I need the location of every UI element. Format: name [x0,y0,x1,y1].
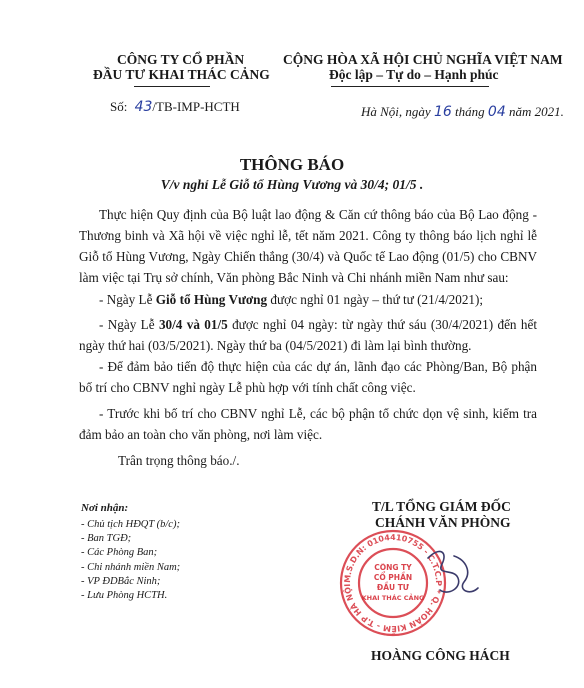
document-title: THÔNG BÁO [239,155,345,174]
date-prefix: Hà Nội, ngày [361,104,431,119]
document-subtitle: V/v nghỉ Lễ Giỗ tổ Hùng Vương và 30/4; 01/5 . [160,177,424,192]
date-month: 04 [487,104,506,120]
closing-line: Trân trọng thông báo./. [118,453,240,468]
item1-bold: Giỗ tổ Hùng Vương [155,292,268,307]
document-date [361,104,564,120]
intro-paragraph [79,204,537,288]
recipient-item: - Ban TGĐ; [81,533,132,545]
recipient-item: - Chủ tịch HĐQT (b/c); [81,519,180,530]
holiday-item-1 [79,289,537,310]
recipient-item: - Các Phòng Ban; [81,547,158,559]
stamp-ring-text: M.S.D.N: 0104410755 - C.T.C.P * Q. HOÀN KIẾM - T.P HÀ NỘI [342,532,444,634]
recipients-heading: Nơi nhận: [81,502,129,514]
recipients-list [81,518,180,603]
signature-title-2: CHÁNH VĂN PHÒNG [375,515,511,530]
item2-post: được nghỉ 04 ngày: từ ngày thứ sáu (30/4/2021) đến hết ngày thứ hai (03/5/2021). Ngày thứ ba (04/5/2021) đi làm lại bình thường. [79,317,537,353]
item2-pre: - Ngày Lễ [99,317,159,332]
item1-pre: - Ngày Lễ [99,292,156,307]
doc-no-suffix: /TB-IMP-HCTH [152,99,240,114]
motto-underline [331,86,489,87]
recipient-item: - Chi nhánh miền Nam; [81,561,181,573]
stamp-line-1: CÔNG TY [374,563,412,572]
recipient-item: - VP ĐDBắc Ninh; [81,575,161,587]
signature-title-1: T/L TỔNG GIÁM ĐỐC [372,499,511,514]
holiday-item-3 [79,356,537,398]
holiday-item-4 [79,403,537,445]
doc-no-handwritten: 43 [134,99,153,115]
stamp-line-4: KHAI THÁC CẢNG [361,594,425,602]
doc-no-prefix: Số: [110,99,128,114]
date-day: 16 [433,104,452,120]
date-mid: tháng [455,104,485,119]
recipient-item: - Lưu Phòng HCTH. [81,590,168,602]
date-suffix: năm 2021. [508,104,564,119]
national-motto: Độc lập – Tự do – Hạnh phúc [329,67,499,82]
company-name-line1: CÔNG TY CỔ PHẦN [117,52,245,67]
stamp-line-2: CỔ PHẦN [373,573,413,582]
document-number [110,99,240,115]
company-underline [134,86,210,87]
item2-bold: 30/4 và 01/5 [158,317,228,332]
item3-text: - Để đảm bảo tiến độ thực hiện của các dự án, lãnh đạo các Phòng/Ban, Bộ phận bố trí cho CBNV nghỉ ngày Lễ phù hợp với tính chất công việc. [79,359,537,395]
republic-name: CỘNG HÒA XÃ HỘI CHỦ NGHĨA VIỆT NAM [283,52,563,67]
handwritten-signature [418,538,488,608]
item4-text: - Trước khi bố trí cho CBNV nghỉ Lễ, các bộ phận tổ chức dọn vệ sinh, kiểm tra đảm bảo an toàn cho văn phòng, nơi làm việc. [79,406,537,442]
signer-name: HOÀNG CÔNG HÁCH [371,648,510,663]
company-name-line2: ĐẦU TƯ KHAI THÁC CẢNG [93,67,270,82]
stamp-line-3: ĐẦU TƯ [376,583,410,592]
intro-text: Thực hiện Quy định của Bộ luật lao động & Căn cứ thông báo của Bộ Lao động - Thương binh và Xã hội về việc nghỉ lễ, tết năm 2021. Công ty thông báo lịch nghỉ lễ Giỗ tổ Hùng Vương, Ngày Chiến thắng (30/4) và Quốc tế Lao động (01/5) cho CBNV làm việc tại Trụ sở chính, Văn phòng Bắc Ninh và Chi nhánh miền Nam như sau: [79,207,537,285]
holiday-item-2 [79,314,537,356]
item1-post: được nghỉ 01 ngày – thứ tư (21/4/2021); [267,292,484,307]
